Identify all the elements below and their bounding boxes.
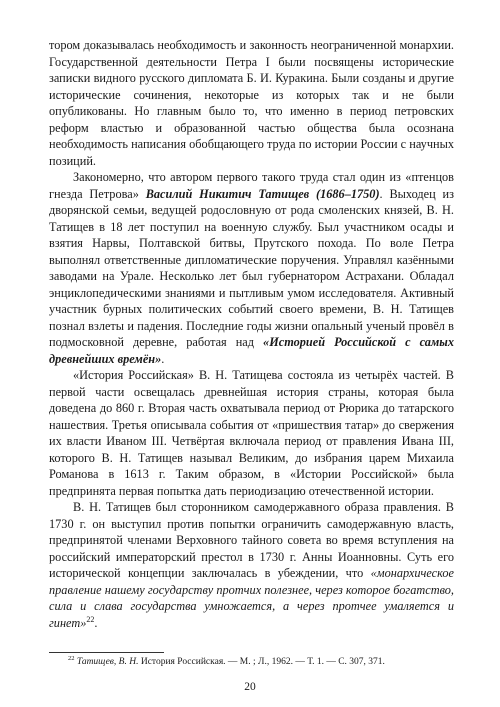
paragraph [49,37,454,169]
text-run: . Выходец из дворянской семьи, ведущей родословную от рода смоленских князей, В. Н. Татищев в 18 лет поступил на военную службу. Был участником осады и взятия Нарвы, Полтавской битвы, Прутского похода. По воле Петра выполнял ответственные дипломатические поручения. Управлял казёнными заводами на Урале. Несколько лет был губернатором Астрахани. Обладал энциклопедическими знаниями и пытливым умом исследователя. Активный участник бурных политических событий своего времени, В. Н. Татищев познал взлеты и падения. Последние годы жизни опальный ученый провёл в подмосковной деревне, работая над [49,186,454,349]
paragraph [49,367,454,499]
text-run: . [161,351,165,366]
footnote [68,656,458,668]
text-run: «История Российская» В. Н. Татищева состояла из четырёх частей. В первой части освещалась древнейшая история страны, которая была доведена до 860 г. Вторая часть охватывала период от Рюрика до татарского нашествия. Третья описывала события от «пришествия татар» до свержения их власти Иваном III. Четвёртая включала период от правления Ивана III, которого В. Н. Татищев называл Великим, до избрания царем Михаила Романова в 1613 г. Таким образом, в «Истории Российской» была предпринята первая попытка дать периодизацию отечественной истории. [49,368,454,498]
footnote-text: История Российская. — М. ; Л., 1962. — Т. 1. — С. 307, 371. [138,657,385,667]
footnote-author: Татищев, В. Н. [76,657,139,667]
footnote-reference: 22 [86,614,95,624]
footnote-separator [49,652,164,653]
text-run: В. Н. Татищев был сторонником самодержавного образа правления. В 1730 г. он выступил против попытки ограничить самодержавную власть, предпринятой членами Верховного тайного совета во время вступления на российский императорский престол в 1730 г. Анны Иоанновны. Суть его исторической концепции заключалась в убеждении, что [49,500,454,580]
paragraph [49,499,454,631]
emphasis-text: «Историей Российской с самых древнейших времён» [49,335,454,366]
main-text [49,37,454,631]
text-run: . [94,615,98,630]
page-number: 20 [244,681,256,693]
emphasis-text: Василий Никитич Татищев (1686–1750) [145,186,380,201]
italic-quote: «монархическое правление нашему государству протчих полезнее, через которое богатство, сила и слава государства умножается, а через протчее умаляется и гинет» [49,566,454,630]
paragraph [49,169,454,367]
footnote-marker: 22 [68,654,75,662]
text-run: тором доказывалась необходимость и законность неограниченной монархии. Государственной деятельности Петра I были посвящены исторические записки видного русского дипломата Б. И. Куракина. Были созданы и другие исторические сочинения, некоторые из которых так и не были опубликованы. Но главным было то, что именно в период петровских реформ властью и образованной частью общества была осознана необходимость написания обобщающего труда по истории России с научных позиций. [49,38,454,168]
text-run: Закономерно, что автором первого такого труда стал один из «птенцов гнезда Петрова» [49,170,454,201]
